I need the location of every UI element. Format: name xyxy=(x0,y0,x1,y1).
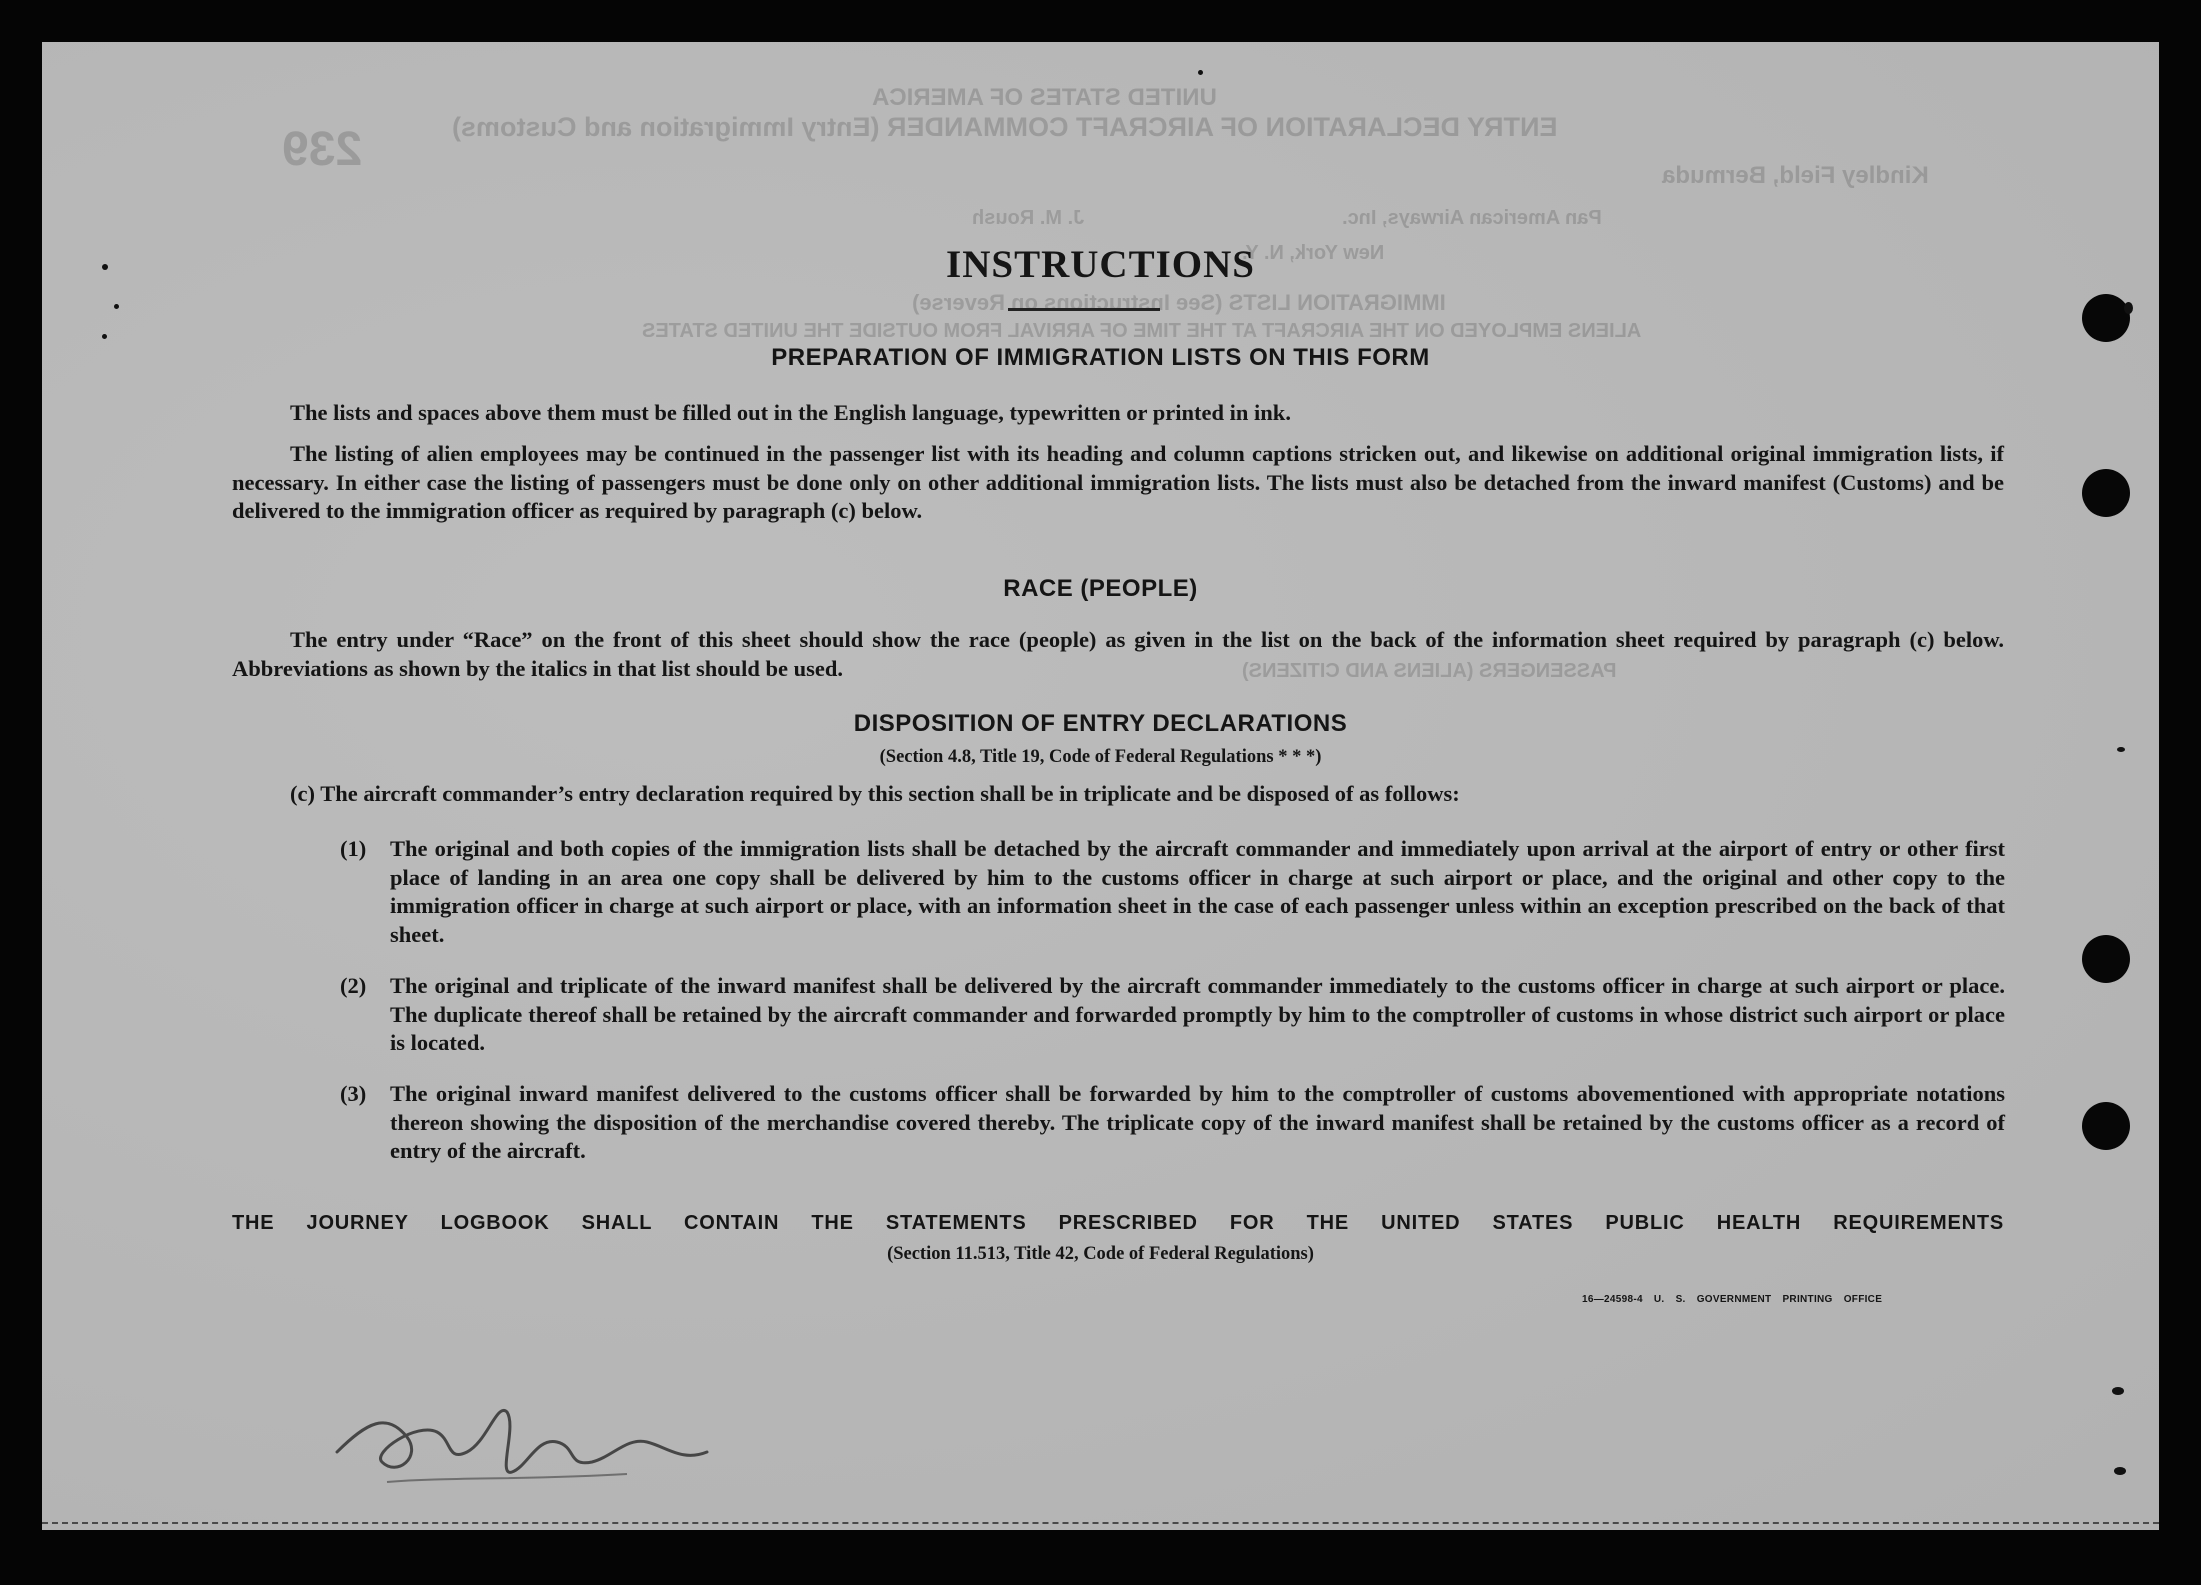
ink-speck xyxy=(102,264,108,270)
punch-hole xyxy=(2082,469,2130,517)
disposition-item-3 xyxy=(340,1080,2005,1170)
handwritten-signature xyxy=(327,1382,747,1502)
bleed-through-line3: IMMIGRATION LISTS (See Instructions on Reverse) xyxy=(912,290,1446,315)
disposition-item-2 xyxy=(340,972,2005,1062)
item-text: The original inward manifest delivered to the customs officer shall be forwarded by him to the comptroller of customs abovementioned with appropriate notations thereon showing the disposition of the merchandise covered thereby. The triplicate copy of the inward manifest shall be retained by the customs officer as a record of entry of the aircraft. xyxy=(390,1081,2005,1163)
ink-speck xyxy=(2117,747,2125,752)
public-health-statement: THE JOURNEY LOGBOOK SHALL CONTAIN THE STATEMENTS PRESCRIBED FOR THE UNITED STATES PUBLIC HEALTH REQUIREMENTS xyxy=(232,1212,2004,1234)
bleed-through-form-number: 239 xyxy=(282,123,363,176)
ink-speck xyxy=(2112,1387,2124,1395)
ink-speck xyxy=(114,304,119,309)
item-text: The original and both copies of the immigration lists shall be detached by the aircraft commander and immediately upon arrival at the airport of entry or other first place of landing in an area one copy shall be delivered by him to the customs officer in charge at such airport or place, and the original and other copy to the immigration officer in charge at such airport or place, with an information sheet in the case of each passenger unless within an exception prescribed on the back of that sheet. xyxy=(390,836,2005,947)
item-number: (1) xyxy=(340,836,367,861)
bleed-through-line6: Pan American Airways, Inc. xyxy=(1342,207,1602,229)
bleed-through-line4: ALIENS EMPLOYED ON THE AIRCRAFT AT THE TIME OF ARRIVAL FROM OUTSIDE THE UNITED STATES xyxy=(642,320,1642,342)
item-text: The original and triplicate of the inward manifest shall be delivered by the aircraft commander immediately to the customs officer in charge at such airport or place. The duplicate thereof shall be retained by the aircraft commander and forwarded promptly by him to the comptroller of customs in whose district such airport or place is located. xyxy=(390,973,2005,1055)
punch-hole xyxy=(2082,294,2130,342)
section-heading-disposition: DISPOSITION OF ENTRY DECLARATIONS xyxy=(853,710,1348,737)
document-sheet xyxy=(42,42,2159,1530)
disposition-item-1 xyxy=(340,835,2005,955)
item-number: (3) xyxy=(340,1081,367,1106)
disposition-intro: (c) The aircraft commander’s entry declaration required by this section shall be in triplicate and be disposed of as follows: xyxy=(290,781,1460,806)
disposition-citation: (Section 4.8, Title 19, Code of Federal Regulations * * *) xyxy=(879,747,1322,767)
ink-speck xyxy=(1198,70,1203,75)
preparation-paragraph-1: The lists and spaces above them must be filled out in the English language, typewritten or printed in ink. xyxy=(290,400,1291,425)
ink-speck xyxy=(102,334,107,339)
ink-speck xyxy=(2114,1467,2126,1475)
preparation-paragraph-2: The listing of alien employees may be continued in the passenger list with its heading and column captions stricken out, and likewise on additional original immigration lists, if necessary. In either case the listing of passengers must be done only on other additional immigration lists. The lists must also be detached from the inward manifest (Customs) and be delivered to the immigration officer as required by paragraph (c) below. xyxy=(232,441,2004,523)
bleed-through-line7: New York, N. Y. xyxy=(1242,242,1385,264)
bleed-through-line8: J. M. Roush xyxy=(972,207,1085,229)
punch-hole xyxy=(2082,1102,2130,1150)
section-heading-race: RACE (PEOPLE) xyxy=(1003,575,1198,602)
perforation-line xyxy=(42,1522,2159,1524)
bleed-through-line5: Kindley Field, Bermuda xyxy=(1662,162,1929,189)
punch-hole xyxy=(2082,935,2130,983)
race-paragraph: The entry under “Race” on the front of this sheet should show the race (people) as given in the list on the back of the information sheet required by paragraph (c) below. Abbreviations as shown by the italics in that list should be used. xyxy=(232,627,2004,681)
title-underline xyxy=(1008,308,1160,311)
instructions-content xyxy=(42,42,2159,1530)
ink-speck xyxy=(2124,302,2133,314)
printer-imprint: 16—24598-4 U. S. GOVERNMENT PRINTING OFFICE xyxy=(1582,1294,1883,1305)
section-heading-preparation: PREPARATION OF IMMIGRATION LISTS ON THIS FORM xyxy=(771,344,1430,371)
bleed-through-line2: ENTRY DECLARATION OF AIRCRAFT COMMANDER (Entry Immigration and Customs) xyxy=(452,112,1558,142)
page-title: INSTRUCTIONS xyxy=(946,243,1255,286)
bleed-through-line9: PASSENGERS (ALIENS AND CITIZENS) xyxy=(1242,660,1617,682)
item-number: (2) xyxy=(340,973,367,998)
bleed-through-line1: UNITED STATES OF AMERICA xyxy=(872,84,1217,111)
public-health-citation: (Section 11.513, Title 42, Code of Federal Regulations) xyxy=(887,1244,1314,1264)
